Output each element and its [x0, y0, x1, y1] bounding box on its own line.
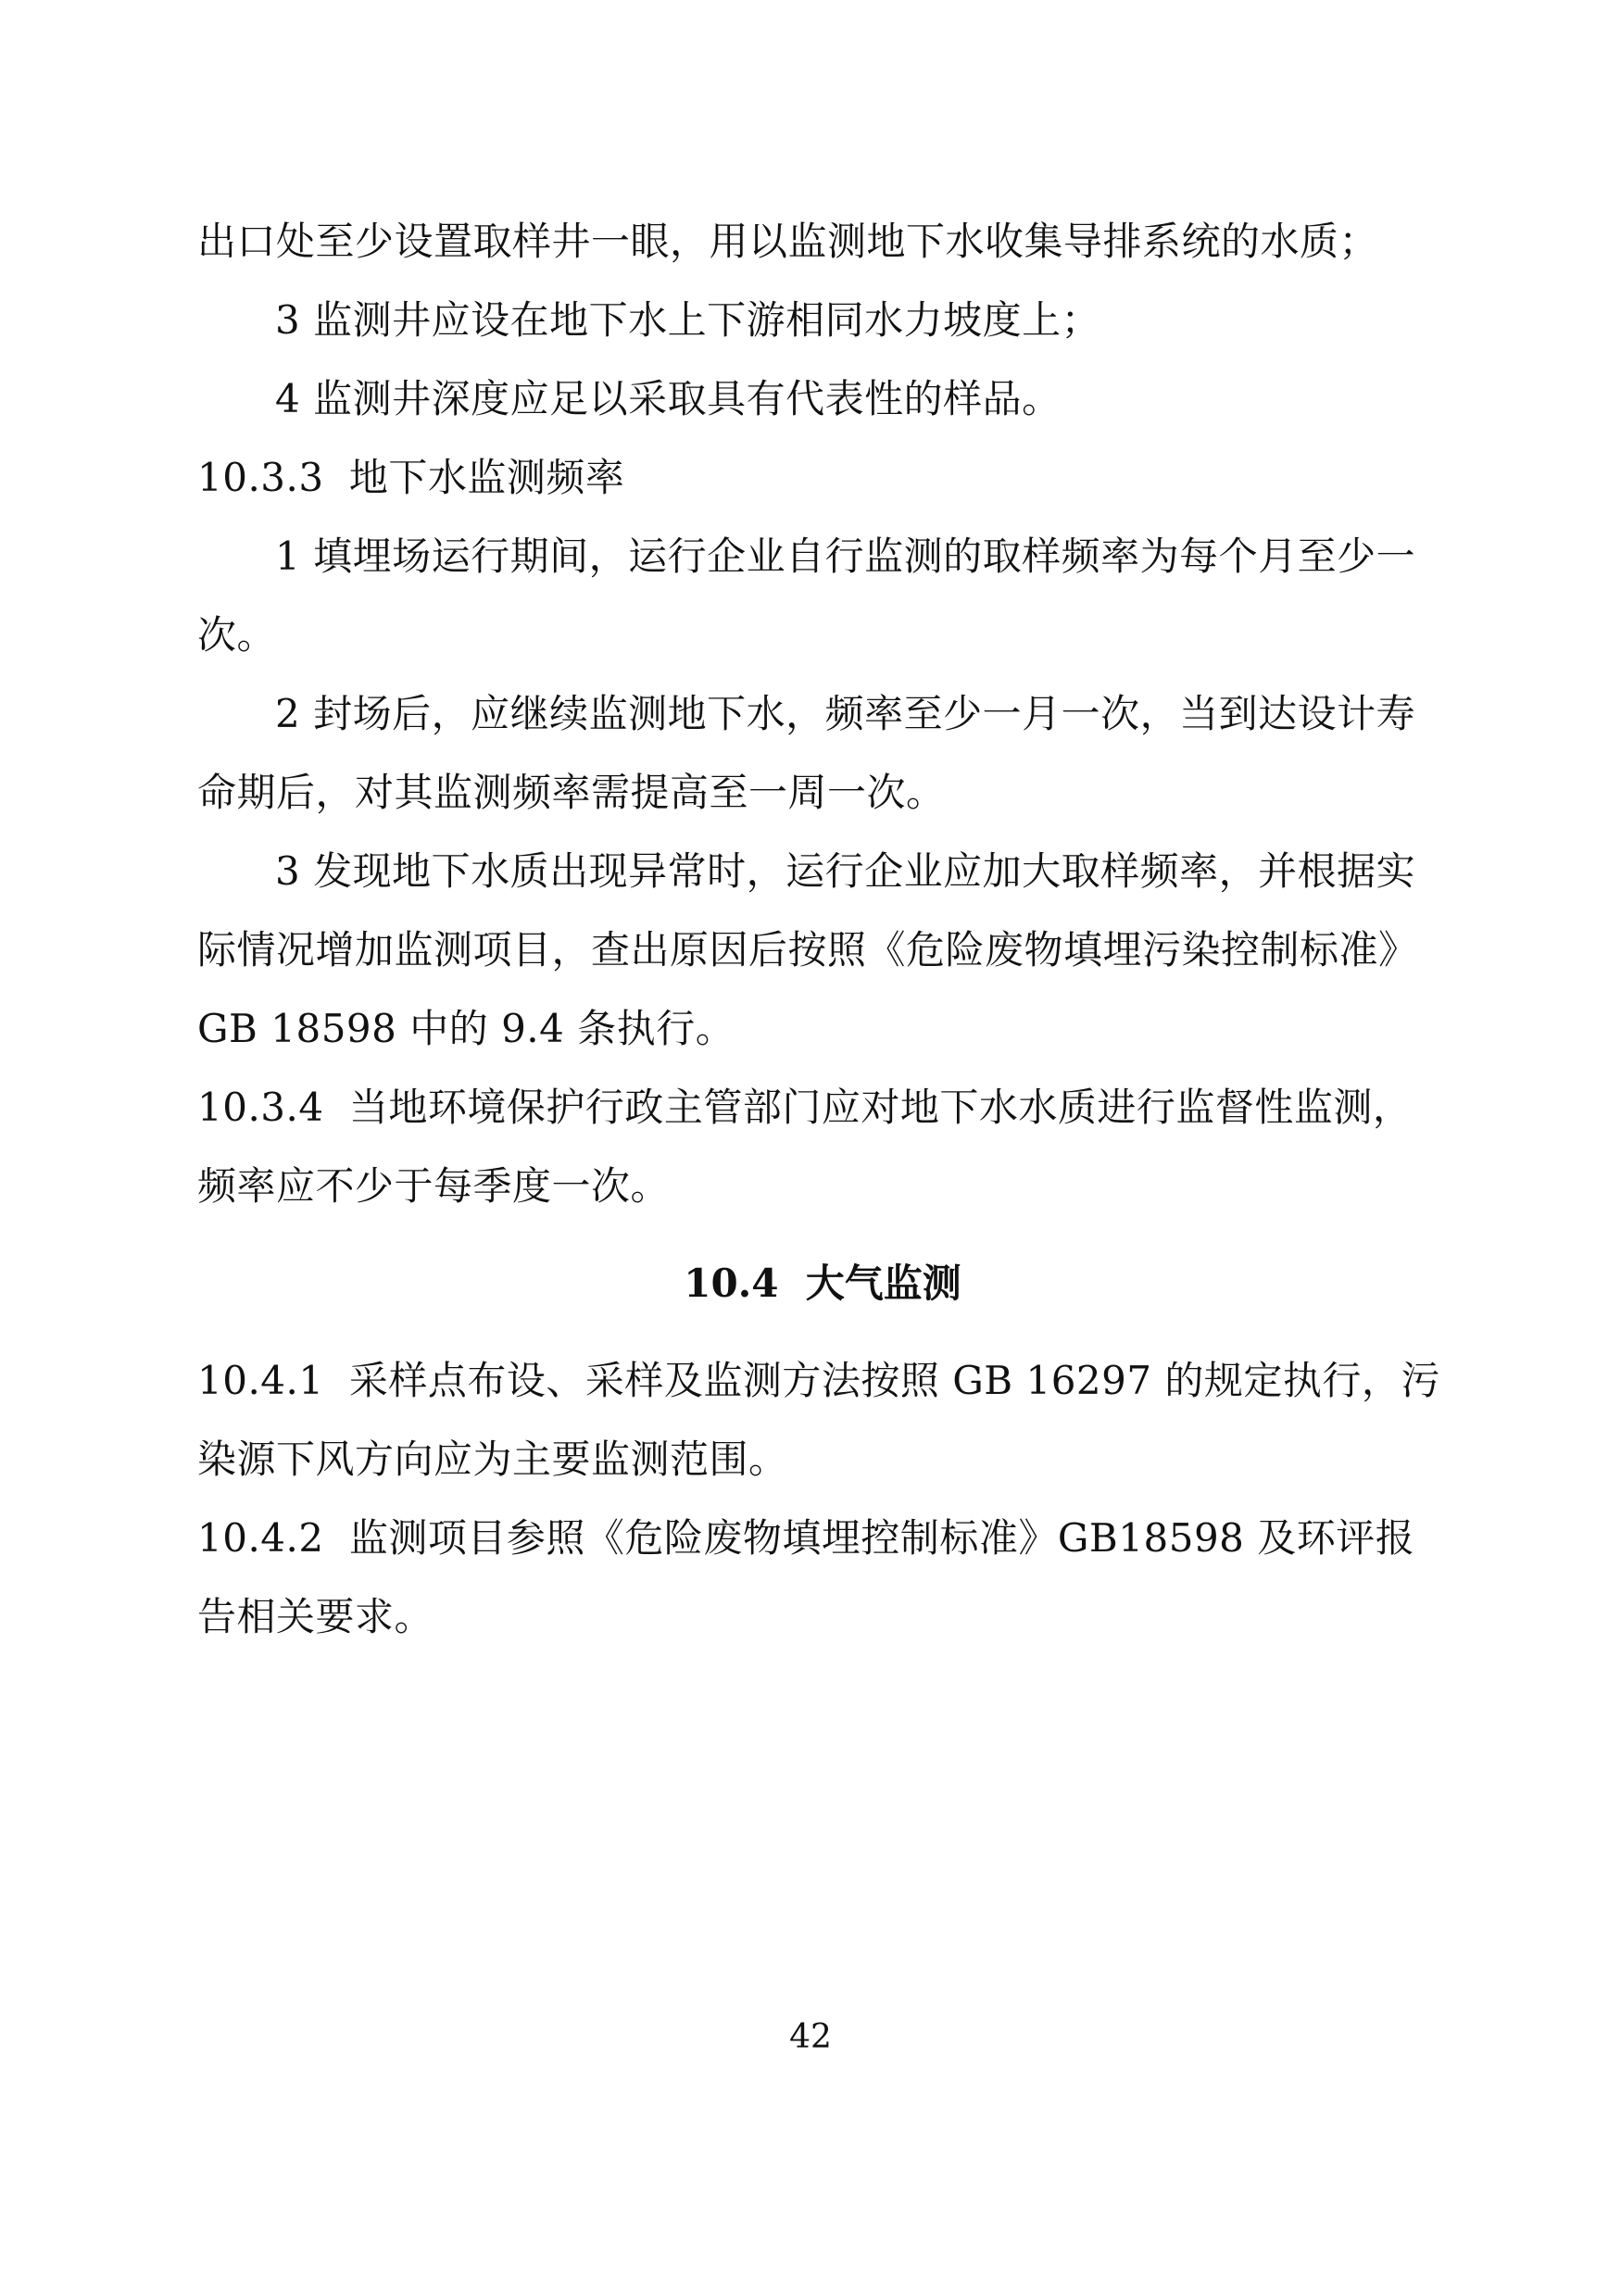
clause-number: 10.3.4 [197, 1085, 324, 1130]
section-heading-10-4 [197, 1225, 1448, 1341]
paragraph-continuation [197, 202, 1448, 281]
clause-10-4-2 [197, 1499, 1448, 1656]
clause-text: 采样点布设、采样及监测方法按照 GB 16297 的规定执行，污染源下风方向应为主要监测范围。 [197, 1358, 1440, 1482]
paragraph-item-1-operation-frequency [197, 517, 1448, 674]
section-title: 大气监测 [805, 1261, 961, 1306]
page-content [197, 202, 1448, 1656]
paragraph-item-2-closure-frequency [197, 674, 1448, 832]
clause-text: 当地环境保护行政主管部门应对地下水水质进行监督性监测，频率应不少于每季度一次。 [197, 1085, 1413, 1209]
paragraph-item-3-abnormal-quality [197, 832, 1448, 1068]
paragraph-text: 3 监测井应设在地下水上下游相同水力坡度上； [275, 297, 1101, 343]
paragraph-item-4-monitoring-well-depth [197, 359, 1448, 438]
page-number: 42 [789, 2018, 832, 2056]
clause-10-3-3 [197, 438, 1448, 517]
paragraph-text: 4 监测井深度应足以采取具有代表性的样品。 [275, 376, 1062, 421]
clause-10-3-4 [197, 1068, 1448, 1225]
paragraph-item-3-monitoring-well-location [197, 281, 1448, 359]
paragraph-text: 2 封场后，应继续监测地下水，频率至少一月一次，当到达设计寿命期后，对其监测频率需提高至一周一次。 [197, 691, 1416, 815]
paragraph-text: 出口处至少设置取样井一眼，用以监测地下水收集导排系统的水质； [197, 219, 1379, 264]
paragraph-text: 3 发现地下水质出现异常时，运行企业应加大取样频率，并根据实际情况增加监测项目，查出原因后按照《危险废物填埋污染控制标准》GB 18598 中的 9.4 条执行。 [197, 848, 1418, 1051]
clause-text: 监测项目参照《危险废物填埋控制标准》GB18598 及环评报告相关要求。 [197, 1515, 1415, 1639]
clause-number: 10.3.3 [197, 455, 324, 500]
clause-number: 10.4.1 [197, 1358, 324, 1403]
clause-10-4-1 [197, 1341, 1448, 1499]
clause-title: 地下水监测频率 [348, 455, 625, 500]
clause-number: 10.4.2 [197, 1515, 324, 1561]
paragraph-text: 1 填埋场运行期间，运行企业自行监测的取样频率为每个月至少一次。 [197, 533, 1416, 658]
section-number: 10.4 [684, 1261, 779, 1306]
